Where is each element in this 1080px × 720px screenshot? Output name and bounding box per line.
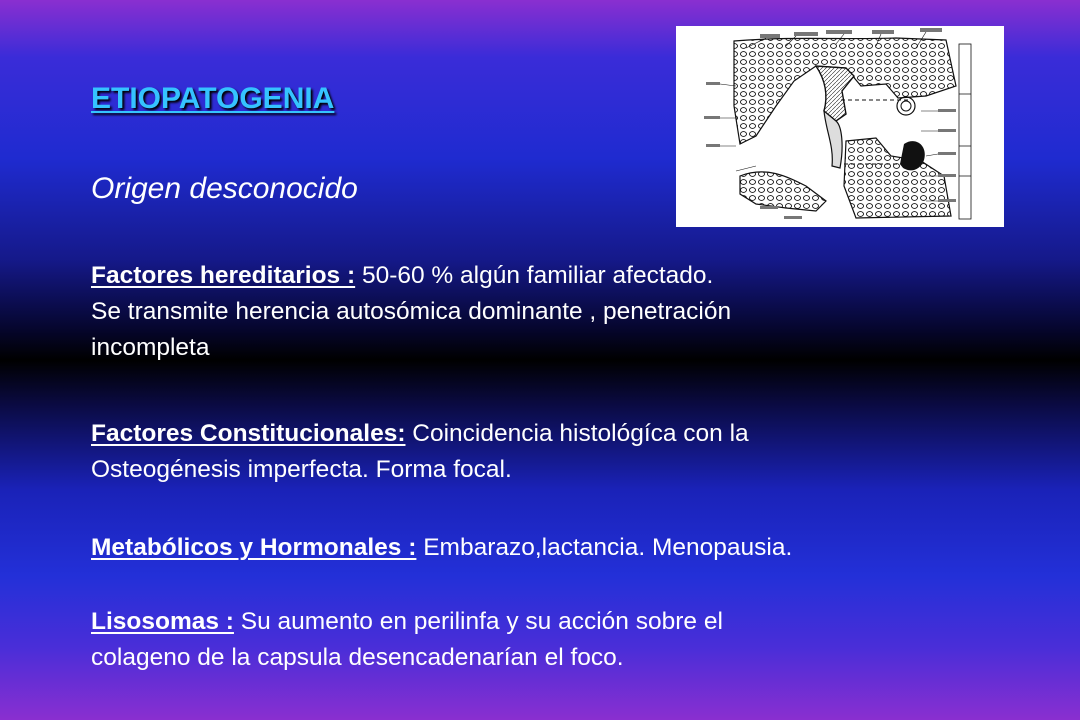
term-metabolic: Metabólicos y Hormonales :: [91, 534, 417, 561]
term-constitutional: Factores Constitucionales:: [91, 420, 406, 447]
anatomical-figure: [676, 26, 1004, 227]
lysosomes-line2: colageno de la capsula desencadenarían el foco.: [91, 644, 624, 671]
term-hereditary: Factores hereditarios :: [91, 262, 356, 289]
constitutional-line1: Coincidencia histológíca con la: [405, 420, 749, 447]
hereditary-line3: incompleta: [91, 334, 210, 361]
hereditary-line1: 50-60 % algún familiar afectado.: [355, 262, 714, 289]
ear-anatomy-drawing: [676, 26, 1004, 227]
paragraph-constitutional: [91, 416, 1021, 488]
paragraph-lysosomes: [91, 604, 1021, 676]
paragraph-hereditary: [91, 258, 1021, 366]
slide-subtitle: Origen desconocido: [91, 172, 358, 205]
lysosomes-line1: Su aumento en perilinfa y su acción sobre el: [233, 608, 723, 635]
metabolic-line1: Embarazo,lactancia. Menopausia.: [416, 534, 793, 561]
term-lysosomes: Lisosomas :: [91, 608, 234, 635]
constitutional-line2: Osteogénesis imperfecta. Forma focal.: [91, 456, 512, 483]
paragraph-metabolic: [91, 530, 1021, 566]
hereditary-line2: Se transmite herencia autosómica dominante , penetración: [91, 298, 732, 325]
slide-title: ETIOPATOGENIA: [91, 82, 335, 115]
